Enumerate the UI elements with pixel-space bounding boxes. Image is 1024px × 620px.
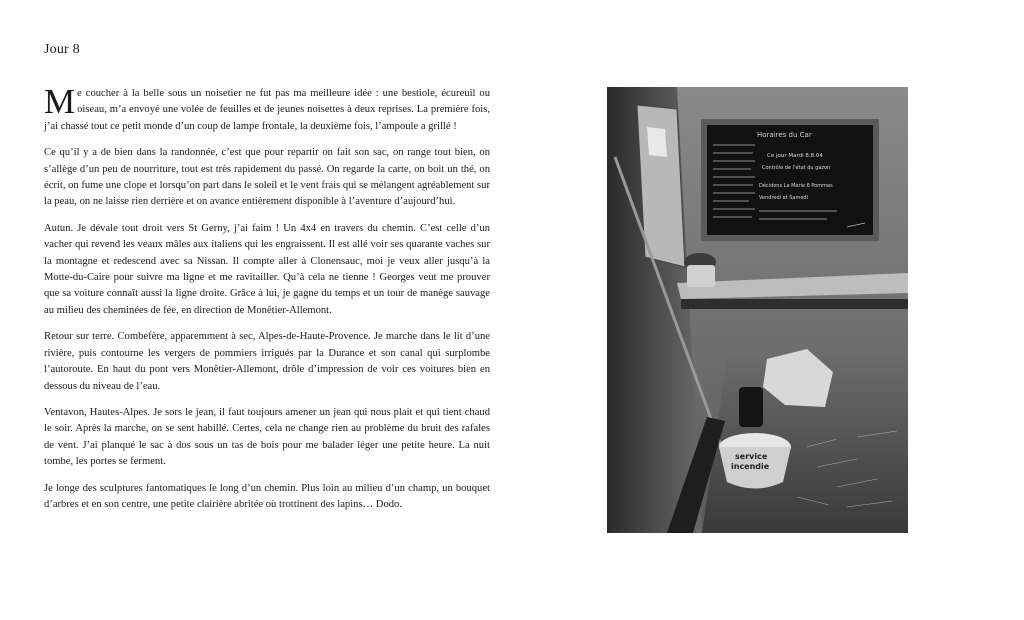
board-line-3: Décidons La Marie 6 Pommes (759, 183, 833, 189)
paragraph-6: Je longe des sculptures fantomatiques le long d’un chemin. Plus loin au milieu d’un champ, un bouquet d’arbres et en son centre, une petite clairière abritée où trottinent des lapins… Dodo. (44, 482, 490, 510)
page-heading: Jour 8 (44, 42, 80, 57)
board-line-4: Vendredi et Samedi (759, 195, 808, 201)
paragraph-2: Ce qu’il y a de bien dans la randonnée, c’est que pour repartir on fait son sac, on range tout bien, on s’allège d’un peu de nourriture, tout est très rapidement du passé. On regarde la carte, on boit un thé, on écrit, on fume une clope et lorsqu’on part dans le soleil et le vent frais qui se mélangent agréablement sur la peau, on ne laisse rien derrière et on avance entièrement disponible à l’aventure d’aujourd’hui. (44, 147, 490, 208)
board-line-2: Contrôle de l’état du gazon (762, 165, 831, 171)
chalkboard (707, 125, 873, 235)
board-title: Horaires du Car (757, 131, 812, 139)
photo-illustration (607, 87, 908, 533)
drop-cap: M (44, 82, 76, 121)
shelf-shadow (681, 299, 908, 309)
journal-text (44, 82, 490, 523)
notice-paper (647, 127, 667, 157)
extinguisher (739, 387, 763, 427)
paragraph-5: Ventavon, Hautes-Alpes. Je sors le jean, il faut toujours amener un jean qui nous plait et qui tient chaud le soir. Après la marche, on se sent habillé. Certes, cela ne change rien au problème du bruit des rafales de vent. J’ai planqué le sac à dos sous un tas de bois pour me balader léger une petite heure. La nuit tombe, les portes se ferment. (44, 406, 490, 468)
paragraph-4: Retour sur terre. Combefère, apparemment à sec, Alpes-de-Haute-Provence. Je marche dans le lit d’une rivière, puis contourne les vergers de pommiers irrigués par la Durance et son canal qui surplombe l’autoroute. En haut du pont vers Monêtier-Allemont, drôle d’impression de voir ces voitures bien en dessous du niveau de l’eau. (44, 331, 490, 392)
photograph (607, 87, 908, 533)
paragraph-3: Autun. Je dévale tout droit vers St Gerny, j’ai faim ! Un 4x4 en travers du chemin. C’est celle d’un vacher qui revend les veaux mâles aux italiens qui les engraissent. Il est allé voir ses quarante vaches sur la montagne et redescend avec sa Nissan. Il compte aller à Clonensauc, moi je veux aller jusqu’à la Motte-du-Caire pour suivre ma ligne et me ravitailler. Qu’à cela ne tienne ! Georges veut me prouver que sa voiture connaît aussi la ligne droite. Grâce à lui, je gagne du temps et un tour de manège sauvage au milieu des cheminées de fée, en direction de Monêtier-Allemont. (44, 222, 490, 316)
flower-pot (687, 265, 715, 287)
paragraph-1 (44, 82, 490, 135)
bucket-label-2: incendie (731, 462, 770, 471)
bucket-label-1: service (735, 452, 768, 461)
paragraph-1-text: e coucher à la belle sous un noisetier ne fut pas ma meilleure idée : une bestiole, écureuil ou oiseau, m’a envoyé une volée de feuilles et de jeunes noisettes à deux reprises. La première fois, j’ai chassé tout ce petit monde d’un coup de lampe frontale, la deuxième fois, l’ampoule a grillé ! (44, 88, 490, 132)
board-line-1: Ce jour Mardi 8.8.04 (767, 153, 823, 159)
